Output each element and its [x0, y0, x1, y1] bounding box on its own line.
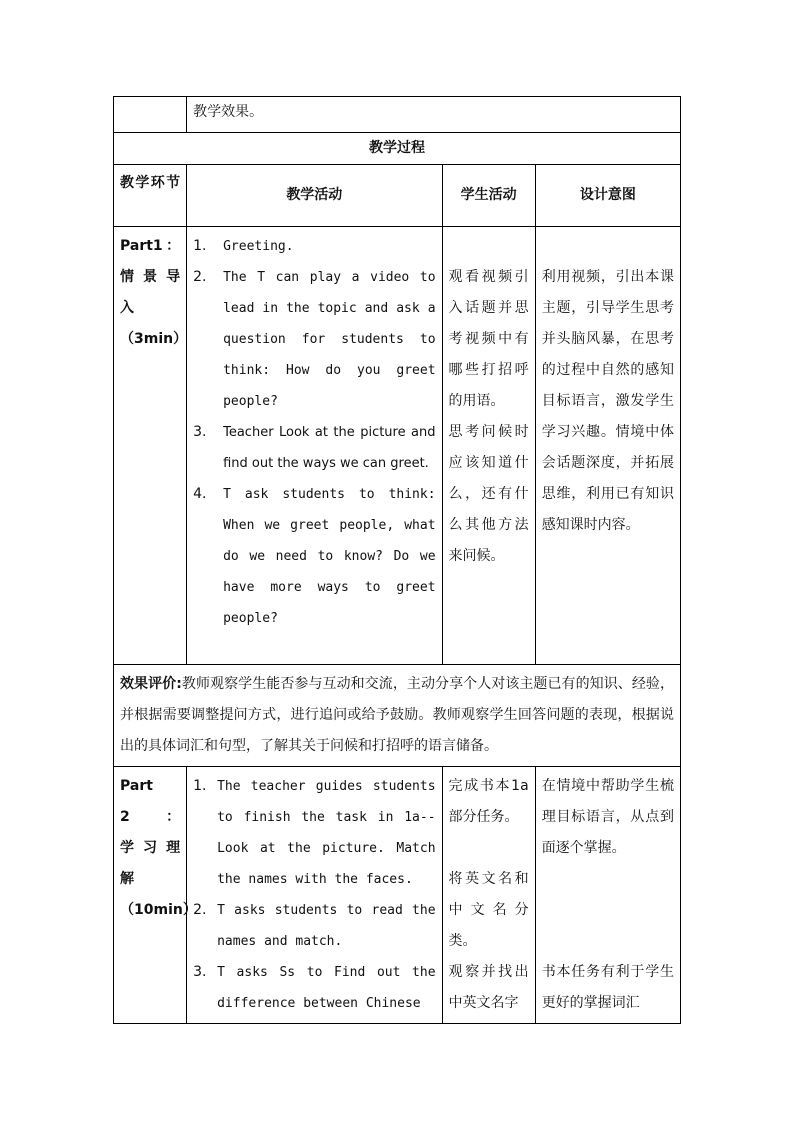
step-number: 2. [193, 902, 207, 918]
step-text: The T can play a video to lead in the topic and ask a question for students to think: How do you greet people? [223, 270, 436, 409]
part1-teacher-activity [187, 227, 442, 665]
part2-student-text-3: 观察并找出中英文名字 [448, 964, 529, 1011]
list-item [193, 479, 435, 634]
step-text: Teacher Look at the picture and find out the ways we can greet. [223, 425, 436, 471]
evaluation-row [114, 665, 681, 767]
teaching-effect-text: 教学效果。 [187, 97, 681, 133]
step-text: The teacher guides students to finish the task in 1a-- Look at the picture. Match the names with the faces. [217, 779, 436, 887]
part1-time: （3min） [120, 331, 188, 347]
part1-label-line: 情景导 [120, 269, 181, 285]
step-text: Greeting. [223, 239, 294, 254]
header-stage [114, 165, 187, 227]
part1-design-text: 利用视频，引出本课主题，引导学生思考并头脑风暴，在思考的过程中自然的感知目标语言，激发学生学习兴趣。情境中体会话题深度，并拓展思维，利用已有知识感知课时内容。 [541, 269, 674, 533]
header-stage-text: 教学环节 [120, 175, 181, 191]
step-number: 3. [193, 964, 207, 980]
list-item [193, 231, 435, 262]
part1-stage [114, 227, 187, 665]
step-text: T ask students to think: When we greet people, what do we need to know? Do we have more ways to greet people? [223, 487, 436, 626]
part1-steps [193, 231, 435, 634]
part2-label-line: Part 2： [120, 778, 181, 825]
evaluation-cell [114, 665, 681, 767]
part1-row [114, 227, 681, 665]
evaluation-text: 教师观察学生能否参与互动和交流，主动分享个人对该主题已有的知识、经验，并根据需要调整提问方式，进行追问或给予鼓励。教师观察学生回答问题的表现，根据说出的具体词汇和句型，了解其关于问候和打招呼的语言储备。 [120, 676, 674, 754]
step-number: 4. [193, 486, 207, 502]
part2-label-line: 学习理 [120, 840, 181, 856]
part2-time: （10min） [120, 902, 197, 918]
part1-label-line: Part1： [120, 238, 181, 254]
part1-student-text-1: 观看视频引入话题并思考视频中有哪些打招呼的用语。 [448, 269, 529, 409]
header-student: 学生活动 [442, 165, 535, 227]
lesson-plan-table [113, 96, 681, 1024]
evaluation-label: 效果评价: [120, 676, 182, 692]
part2-student-text-1: 完成书本1a部分任务。 [448, 778, 529, 825]
header-design: 设计意图 [535, 165, 680, 227]
part1-student-activity [442, 227, 535, 665]
step-number: 2. [193, 269, 207, 285]
part2-design-text-2: 书本任务有利于学生更好的掌握词汇 [541, 964, 674, 1011]
part2-teacher-activity [187, 767, 442, 1024]
part1-label-line: 入 [120, 300, 134, 316]
step-text: T asks Ss to Find out the difference between Chinese [217, 965, 436, 1011]
part2-row [114, 767, 681, 1024]
part2-label-line: 解 [120, 871, 134, 887]
step-number: 1. [193, 778, 207, 794]
section-title-row [114, 133, 681, 165]
part2-steps [193, 771, 435, 1019]
step-number: 1. [193, 238, 207, 254]
header-teacher: 教学活动 [187, 165, 442, 227]
step-number: 3. [193, 424, 207, 440]
list-item [193, 771, 435, 895]
section-title: 教学过程 [114, 133, 681, 165]
list-item [193, 417, 435, 479]
empty-cell [114, 97, 187, 133]
header-row [114, 165, 681, 227]
part2-design-intent [535, 767, 680, 1024]
effect-row [114, 97, 681, 133]
part2-student-activity [442, 767, 535, 1024]
part2-design-text-1: 在情境中帮助学生梳理目标语言，从点到面逐个掌握。 [541, 778, 674, 856]
part2-student-text-2: 将英文名和中文名分类。 [448, 871, 529, 949]
part1-design-intent [535, 227, 680, 665]
list-item [193, 895, 435, 957]
list-item [193, 262, 435, 417]
part2-stage [114, 767, 197, 1024]
part1-student-text-2: 思考问候时应该知道什么，还有什么其他方法来问候。 [448, 424, 529, 564]
step-text: T asks students to read the names and match. [217, 903, 436, 949]
list-item [193, 957, 435, 1019]
